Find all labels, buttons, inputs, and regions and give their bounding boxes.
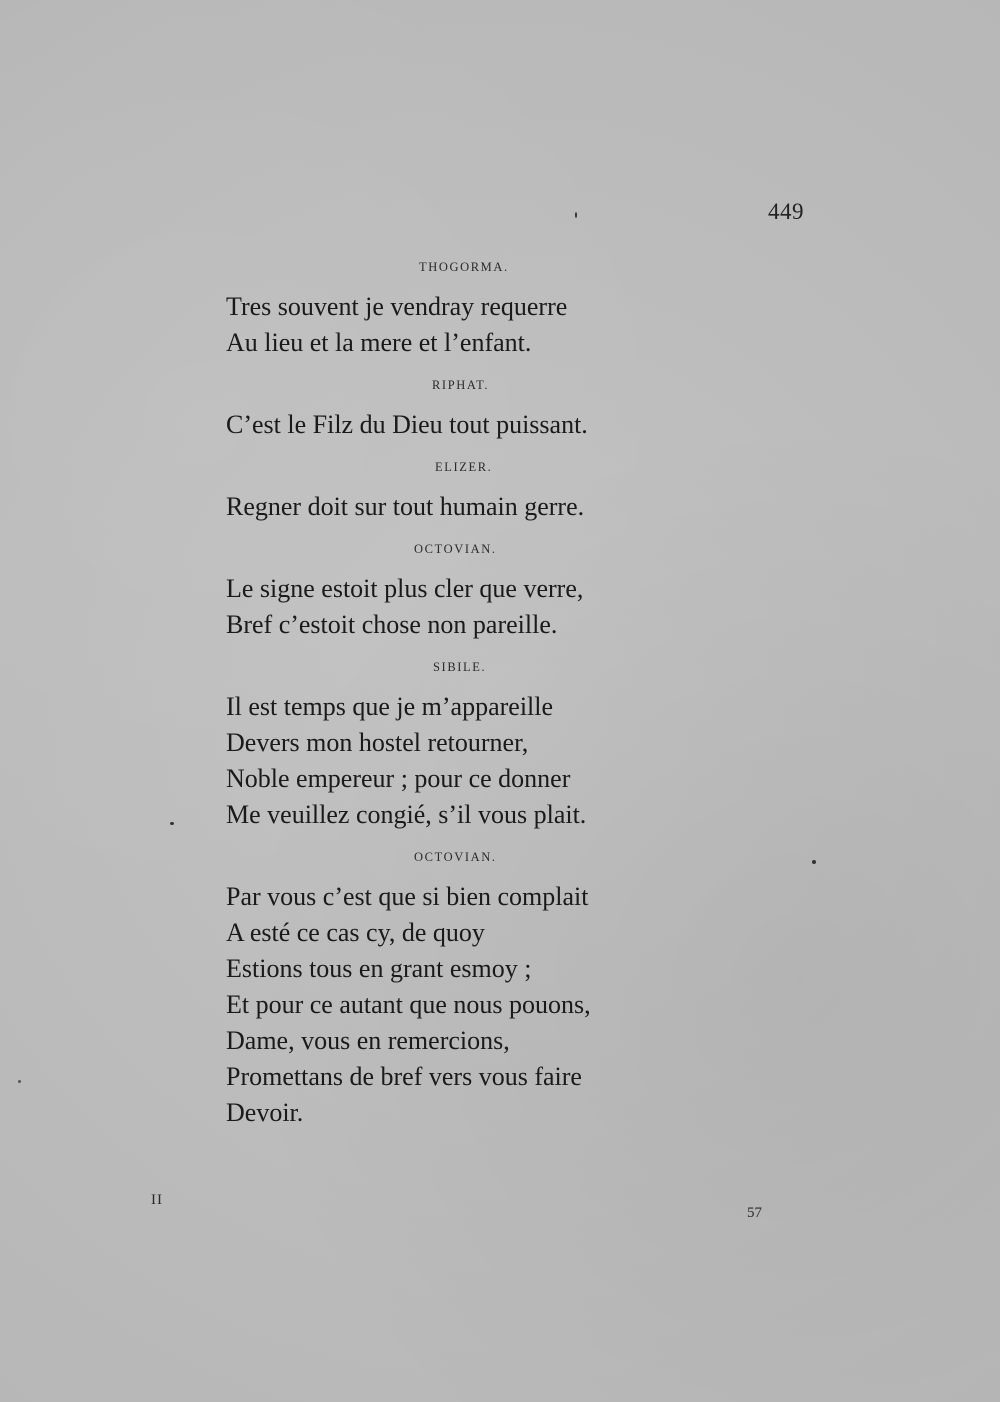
paper-speck <box>575 212 577 218</box>
paper-speck <box>18 1080 21 1083</box>
verse-line: Au lieu et la mere et l’enfant. <box>226 328 532 357</box>
signature-mark-left: II <box>151 1192 163 1208</box>
speaker-heading: OCTOVIAN. <box>414 542 497 556</box>
speaker-heading: ELIZER. <box>435 460 493 474</box>
verse-line: Noble empereur ; pour ce donner <box>226 764 571 793</box>
verse-line: C’est le Filz du Dieu tout puissant. <box>226 410 588 439</box>
page-number: 449 <box>768 199 804 224</box>
verse-line: Dame, vous en remercions, <box>226 1026 510 1055</box>
verse-line: Tres souvent je vendray requerre <box>226 292 568 321</box>
verse-line: A esté ce cas cy, de quoy <box>226 918 485 947</box>
signature-mark-right: 57 <box>747 1205 762 1221</box>
verse-line: Regner doit sur tout humain gerre. <box>226 492 585 521</box>
verse-line: Par vous c’est que si bien complait <box>226 882 589 911</box>
verse-line: Devoir. <box>226 1098 304 1127</box>
speaker-heading: RIPHAT. <box>432 378 490 392</box>
verse-line: Estions tous en grant esmoy ; <box>226 954 532 983</box>
verse-line: Promettans de bref vers vous faire <box>226 1062 582 1091</box>
verse-line: Le signe estoit plus cler que verre, <box>226 574 584 603</box>
paper-speck <box>170 822 174 825</box>
verse-line: Il est temps que je m’appareille <box>226 692 554 721</box>
paper-speck <box>812 860 816 864</box>
verse-text <box>226 257 686 1131</box>
verse-line: Me veuillez congié, s’il vous plait. <box>226 800 587 829</box>
speaker-heading: SIBILE. <box>433 660 487 674</box>
verse-line: Devers mon hostel retourner, <box>226 728 529 757</box>
verse-line: Et pour ce autant que nous pouons, <box>226 990 591 1019</box>
speaker-heading: OCTOVIAN. <box>414 850 497 864</box>
verse-line: Bref c’estoit chose non pareille. <box>226 610 558 639</box>
speaker-heading: THOGORMA. <box>419 260 509 274</box>
